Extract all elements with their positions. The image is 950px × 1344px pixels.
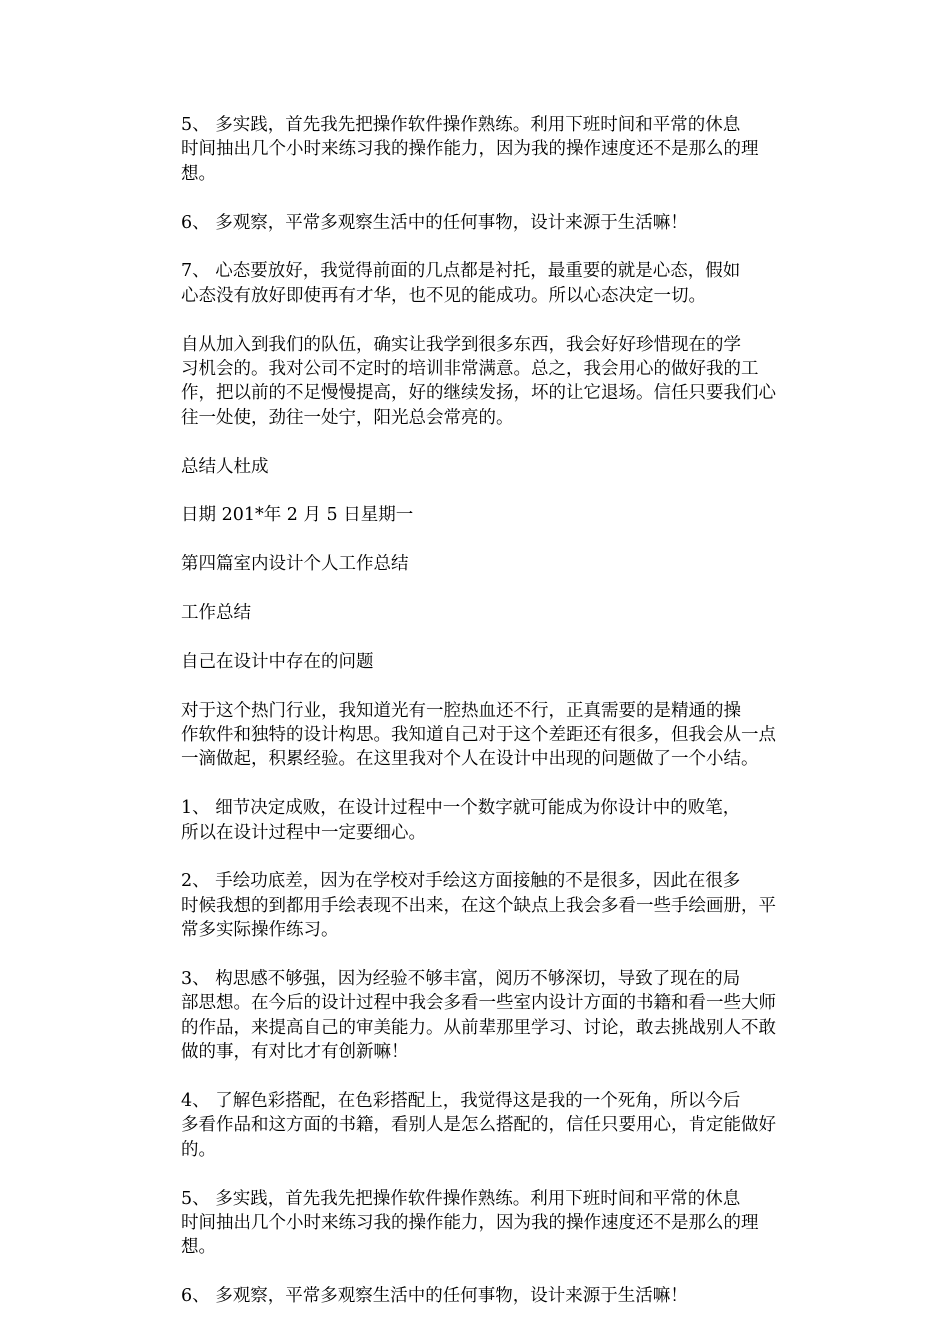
- paragraph: [144, 455, 804, 479]
- paragraph-line: 的。: [181, 1139, 216, 1160]
- paragraph-line: 一滴做起，积累经验。在这里我对个人在设计中出现的问题做了一个小结。: [181, 749, 759, 770]
- paragraph-line: 时间抽出几个小时来练习我的操作能力，因为我的操作速度还不是那么的理: [181, 1213, 759, 1234]
- paragraph-line: 作，把以前的不足慢慢提高，好的继续发扬，坏的让它退场。信任只要我们心: [181, 383, 776, 404]
- paragraph-line: 想。: [181, 1237, 216, 1258]
- paragraph: [144, 699, 804, 772]
- paragraph-line: 6、 多观察，平常多观察生活中的任何事物，设计来源于生活嘛！: [181, 212, 688, 233]
- paragraph: [144, 259, 804, 308]
- paragraph-line: 4、 了解色彩搭配，在色彩搭配上，我觉得这是我的一个死角，所以今后: [181, 1091, 741, 1112]
- paragraph-line: 时候我想的到都用手绘表现不出来，在这个缺点上我会多看一些手绘画册，平: [181, 895, 776, 916]
- paragraph-line: 1、 细节决定成败，在设计过程中一个数字就可能成为你设计中的败笔，: [181, 798, 741, 819]
- paragraph: [144, 967, 804, 1065]
- paragraph-line: 总结人杜成: [181, 456, 269, 477]
- paragraph: [144, 211, 804, 235]
- paragraph: [144, 552, 804, 576]
- paragraph: [144, 601, 804, 625]
- paragraph-line: 第四篇室内设计个人工作总结: [181, 554, 409, 575]
- paragraph: [144, 113, 804, 186]
- paragraph: [144, 1089, 804, 1162]
- paragraph-line: 3、 构思感不够强，因为经验不够丰富，阅历不够深切，导致了现在的局: [181, 969, 741, 990]
- paragraph: [144, 1187, 804, 1260]
- paragraph-line: 时间抽出几个小时来练习我的操作能力，因为我的操作速度还不是那么的理: [181, 139, 759, 160]
- paragraph-line: 7、 心态要放好，我觉得前面的几点都是衬托，最重要的就是心态，假如: [181, 261, 741, 282]
- paragraph-line: 心态没有放好即使再有才华，也不见的能成功。所以心态决定一切。: [181, 285, 706, 306]
- paragraph-line: 部思想。在今后的设计过程中我会多看一些室内设计方面的书籍和看一些大师: [181, 993, 776, 1014]
- paragraph-line: 作软件和独特的设计构思。我知道自己对于这个差距还有很多，但我会从一点: [181, 725, 776, 746]
- paragraph-line: 想。: [181, 163, 216, 184]
- paragraph-line: 工作总结: [181, 603, 251, 624]
- paragraph-line: 2、 手绘功底差，因为在学校对手绘这方面接触的不是很多，因此在很多: [181, 871, 741, 892]
- paragraph-line: 习机会的。我对公司不定时的培训非常满意。总之，我会用心的做好我的工: [181, 359, 759, 380]
- paragraph-line: 常多实际操作练习。: [181, 920, 339, 941]
- paragraph-line: 的作品，来提高自己的审美能力。从前辈那里学习、讨论，敢去挑战别人不敢: [181, 1017, 776, 1038]
- paragraph: [144, 1284, 804, 1308]
- paragraph-line: 多看作品和这方面的书籍，看别人是怎么搭配的，信任只要用心，肯定能做好: [181, 1115, 776, 1136]
- paragraph-line: 自己在设计中存在的问题: [181, 651, 374, 672]
- paragraph: [144, 650, 804, 674]
- paragraph-line: 自从加入到我们的队伍，确实让我学到很多东西，我会好好珍惜现在的学: [181, 334, 741, 355]
- paragraph: [144, 333, 804, 431]
- paragraph-line: 所以在设计过程中一定要细心。: [181, 822, 426, 843]
- paragraph-line: 5、 多实践，首先我先把操作软件操作熟练。利用下班时间和平常的休息: [181, 115, 741, 135]
- paragraph-line: 日期 201*年 2 月 5 日星期一: [181, 505, 414, 526]
- paragraph: [144, 503, 804, 527]
- paragraph: [144, 796, 804, 845]
- paragraph-line: 5、 多实践，首先我先把操作软件操作熟练。利用下班时间和平常的休息: [181, 1188, 741, 1209]
- paragraph: [144, 869, 804, 942]
- paragraph-line: 6、 多观察，平常多观察生活中的任何事物，设计来源于生活嘛！: [181, 1286, 688, 1307]
- document-page: [144, 113, 804, 1333]
- paragraph-line: 做的事，有对比才有创新嘛！: [181, 1042, 409, 1063]
- paragraph-line: 往一处使，劲往一处宁，阳光总会常亮的。: [181, 407, 514, 428]
- paragraph-line: 对于这个热门行业，我知道光有一腔热血还不行，正真需要的是精通的操: [181, 700, 741, 721]
